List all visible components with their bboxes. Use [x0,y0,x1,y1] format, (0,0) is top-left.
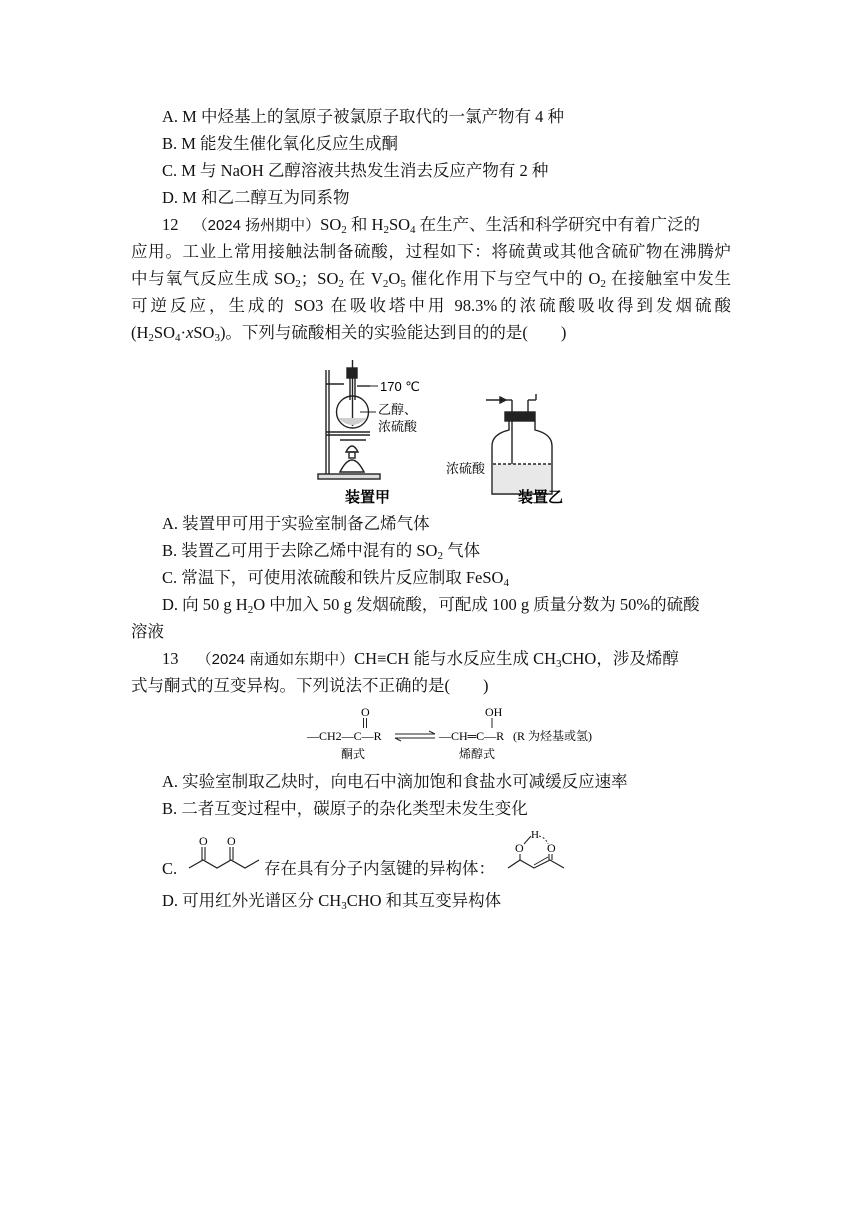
q12-stem-line-4: 可逆反应，生成的 SO3 在吸收塔中用 98.3%的浓硫酸吸收得到发烟硫酸 [131,296,731,315]
q12-option-d-line-2: 溶液 [131,622,164,641]
q12-apparatus-figure [300,360,600,510]
q13-option-b: B. 二者互变过程中，碳原子的杂化类型未发生变化 [162,799,528,818]
apparatus-b-reagent: 浓硫酸 [445,461,485,476]
diketone-o-2: O [227,834,236,848]
q13-option-a: A. 实验室制取乙炔时，向电石中滴加饱和食盐水可减缓反应速率 [162,772,628,791]
enol-o-2: O [547,841,556,855]
q13-option-d: D. 可用红外光谱区分 $CH_3CHO$ 和其互变异构体 [162,891,502,912]
enol-label: 烯醇式 [459,747,496,761]
q11-option-b: B. M 能发生催化氧化反应生成酮 [162,134,399,153]
q12-option-d-line-1: D. 向 50 g $H_2O$ 中加入 50 g 发烟硫酸，可配成 100 g 质量分数为 50%的硫酸 [162,595,700,616]
apparatus-a-temp: 170 ℃ [380,379,420,394]
keto-o: O [361,705,370,719]
keto-formula: —CH2—C—R [307,729,382,743]
diketone-chain [189,860,259,868]
q13-option-c-prefix: C. [162,859,178,878]
q12-number: 12 [162,215,179,234]
enol-hbond-structure [506,824,586,878]
q12-option-a: A. 装置甲可用于实验室制备乙烯气体 [162,514,430,533]
q12-option-c: C. 常温下，可使用浓硫酸和铁片反应制取 FeSO$_4$ [162,568,509,589]
apparatus-b-drawing [486,394,552,494]
enol-cc-double [534,857,548,865]
q13-source: （2024 南通如东期中） [196,651,355,668]
q12-stem-line-3: 中与氧气反应生成 $SO_2$；$SO_2$ 在 $V_2O_5$ 催化作用下与空气中的 $O_2$ 在接触室中发生 [131,269,732,290]
enol-o-1: O [515,841,524,855]
q12-stem-line-5: $(H_2SO_4\cdot xSO_3)$。下列与硫酸相关的实验能达到目的的是( ) [131,323,567,344]
enol-formula: —CH═C—R [439,729,505,743]
q13-tautomer-equation [305,702,605,764]
diketone-structure [185,828,275,878]
enol-oh-bond [524,836,531,844]
r-note: (R 为烃基或氢) [513,729,592,743]
q11-option-a: A. M 中烃基上的氢原子被氯原子取代的一氯产物有 4 种 [162,107,564,126]
enol-oh: OH [485,705,503,719]
enol-h: H [531,829,539,841]
q12-stem-line-1: 12 （2024 扬州期中）$SO_2$ 和 $H_2SO_4$ 在生产、生活和科学研究中有着广泛的 [162,215,701,236]
apparatus-a-reagent-1: 乙醇、 [378,402,418,417]
apparatus-a-label: 装置甲 [345,489,391,506]
q12-source: （2024 扬州期中） [192,217,321,234]
apparatus-a-reagent-2: 浓硫酸 [378,419,418,434]
q13-number: 13 [162,649,179,668]
q12-option-b: B. 装置乙可用于去除乙烯中混有的 $SO_2$ 气体 [162,541,481,562]
q13-stem-line-2: 式与酮式的互变异构。下列说法不正确的是( ) [131,676,489,695]
q12-stem-line-2: 应用。工业上常用接触法制备硫酸，过程如下：将硫黄或其他含硫矿物在沸腾炉 [131,242,731,261]
apparatus-a-drawing [318,360,380,479]
diketone-o-1: O [199,834,208,848]
q11-option-d: D. M 和乙二醇互为同系物 [162,188,350,207]
equilibrium-arrows [395,731,435,741]
q11-option-c: C. M 与 NaOH 乙醇溶液共热发生消去反应产物有 2 种 [162,161,549,180]
apparatus-b-label: 装置乙 [518,489,564,506]
q13-stem-line-1: 13 （2024 南通如东期中）CH≡CH 能与水反应生成 $CH_3CHO$，涉及烯醇 [162,649,679,670]
q13-option-c-text: 存在具有分子内氢键的异构体： [264,859,495,878]
keto-label: 酮式 [341,747,366,761]
